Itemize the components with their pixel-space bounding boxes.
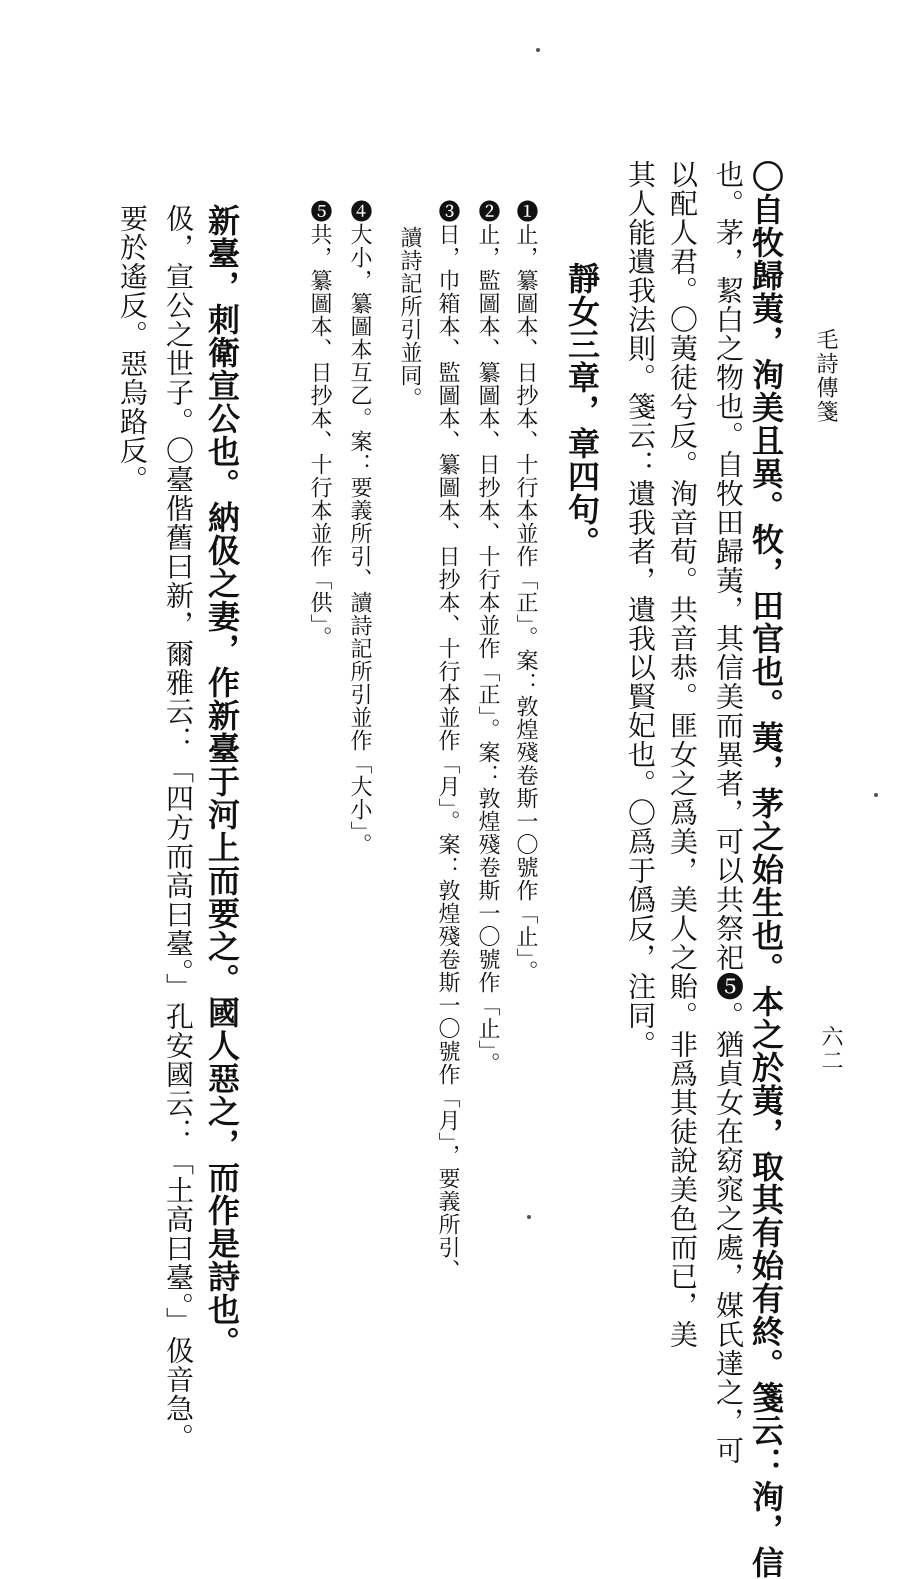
- page-number: 六二: [818, 1025, 843, 1073]
- running-header: 毛詩傳箋: [813, 328, 838, 424]
- section-summary: 靜女三章，章四句。: [563, 262, 601, 559]
- footnote-2: ❷止，監圖本、纂圖本、日抄本、十行本並作「正」。案：敦煌殘卷斯一〇號作「止」。: [475, 200, 500, 1075]
- scan-speck: [536, 48, 540, 52]
- text-column-3: 以配人君。〇荑徒兮反。洵音荀。共音恭。匪女之爲美，美人之貽。非爲其徒說美色而已，美: [666, 160, 699, 1349]
- scan-speck: [527, 1215, 531, 1219]
- commentary-line-1: 伋，宣公之世子。〇臺偕舊曰新，爾雅云：「四方而高曰臺。」孔安國云：「土高曰臺。」伋音急。: [162, 204, 195, 1452]
- text-column-1: 〇自牧歸荑，洵美且異。牧，田官也。荑，茅之始生也。本之於荑，取其有始有終。箋云：洵，信: [747, 160, 785, 1579]
- text-column-4: 其人能遺我法則。箋云：遺我者，遺我以賢妃也。〇爲于僞反，注同。: [624, 160, 657, 1059]
- footnote-1: ❶止，纂圖本、日抄本、十行本並作「正」。案：敦煌殘卷斯一〇號作「止」。: [513, 200, 538, 983]
- footnote-3: ❸日，巾箱本、監圖本、纂圖本、日抄本、十行本並作「月」。案：敦煌殘卷斯一〇號作「月」，要義所引、: [435, 200, 460, 1282]
- scan-speck: [874, 793, 878, 797]
- footnote-4: ❹大小，纂圖本互乙。案：要義所引、讀詩記所引並作「大小」。: [347, 200, 372, 856]
- footnote-5: ❺共，纂圖本、日抄本、十行本並作「供」。: [307, 200, 332, 649]
- text-column-2: 也。茅，絜白之物也。自牧田歸荑，其信美而異者，可以共祭祀❺。猶貞女在窈窕之處，媒氏達之，可: [712, 160, 745, 1465]
- poem-title-line: 新臺，刺衛宣公也。納伋之妻，作新臺于河上而要之。國人惡之，而作是詩也。: [203, 204, 241, 1359]
- footnote-3-continued: 讀詩記所引並同。: [397, 226, 422, 410]
- commentary-line-2: 要於遙反。惡烏路反。: [116, 204, 149, 494]
